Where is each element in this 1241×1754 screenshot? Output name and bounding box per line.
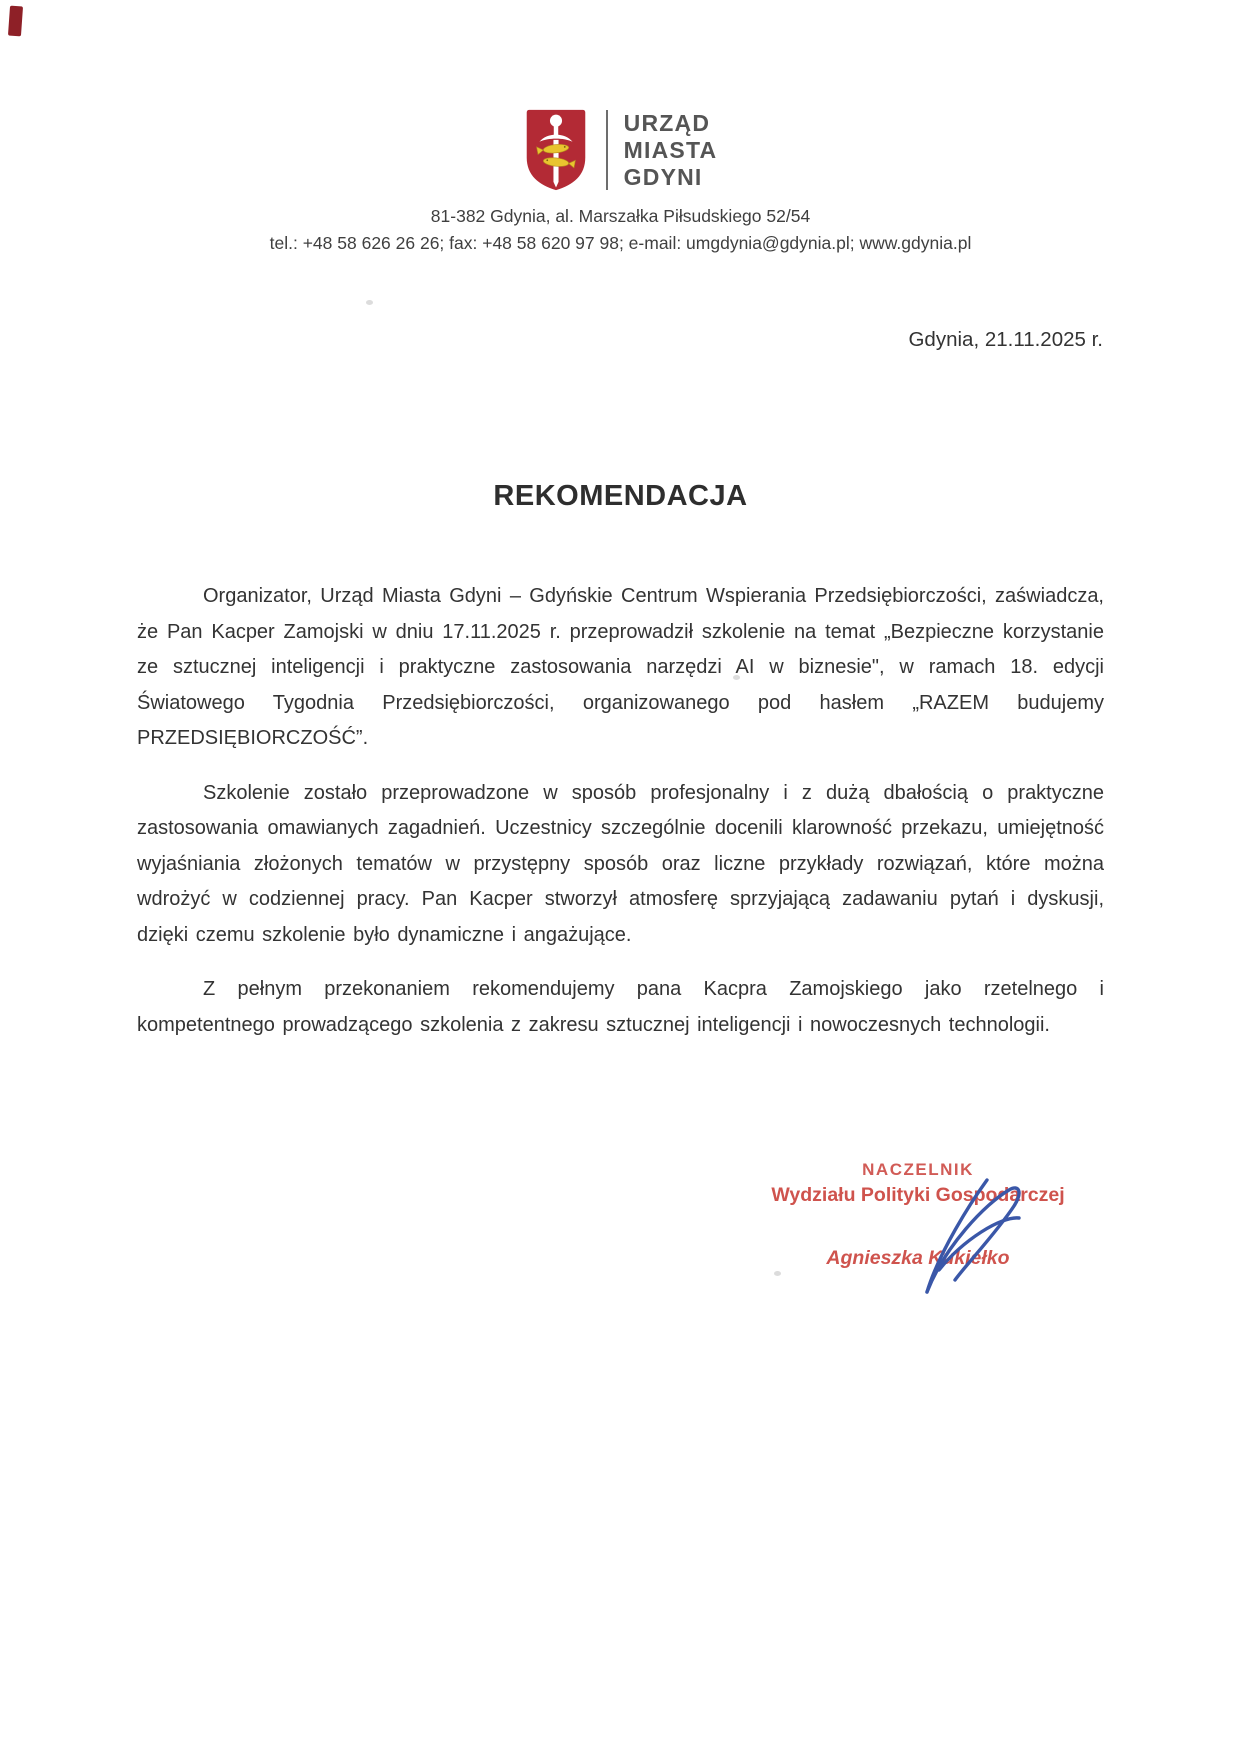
- letter-body: [137, 579, 1104, 1043]
- logo-divider: [606, 110, 608, 190]
- logo-row: [0, 108, 1241, 192]
- paragraph-3: Z pełnym przekonaniem rekomendujemy pana Kacpra Zamojskiego jako rzetelnego i kompetentnego prowadzącego szkolenia z zakresu sztucznej inteligencji i nowoczesnych technologii.: [137, 978, 1104, 1036]
- stamp-title: NACZELNIK: [862, 1160, 974, 1179]
- gdynia-coat-of-arms-icon: [524, 108, 588, 192]
- paragraph-2: Szkolenie zostało przeprowadzone w sposób profesjonalny i z dużą dbałością o praktyczne zastosowania omawianych zagadnień. Uczestnicy szczególnie docenili klarowność przekazu, umiejętność wyjaśniania złożonych tematów w przystępny sposób oraz liczne przykłady rozwiązań, które można wdrożyć w codziennej pracy. Pan Kacper stworzył atmosferę sprzyjającą zadawaniu pytań i dyskusji, dzięki czemu szkolenie było dynamiczne i angażujące.: [137, 781, 1104, 946]
- org-address: 81-382 Gdynia, al. Marszałka Piłsudskiego 52/54: [430, 206, 811, 226]
- org-name-line: URZĄD: [623, 109, 711, 136]
- stamp-department: Wydziału Polityki Gospodarczej: [771, 1184, 1065, 1206]
- scan-smudge: [774, 1271, 781, 1276]
- org-name: [624, 110, 718, 191]
- org-name-line: MIASTA: [623, 136, 718, 163]
- org-contact: tel.: +48 58 626 26 26; fax: +48 58 620 97 98; e-mail: umgdynia@gdynia.pl; www.gdynia.pl: [269, 233, 972, 253]
- stamp-signer-name: Agnieszka Kukiełko: [826, 1247, 1010, 1269]
- document-title: REKOMENDACJA: [493, 480, 748, 512]
- paragraph-1: Organizator, Urząd Miasta Gdyni – Gdyńskie Centrum Wspierania Przedsiębiorczości, zaświadcza, że Pan Kacper Zamojski w dniu 17.11.2025 r. przeprowadził szkolenie na temat „Bezpieczne korzystanie ze sztucznej inteligencji i praktyczne zastosowania narzędzi AI w biznesie", w ramach 18. edycji Światowego Tygodnia Przedsiębiorczości, organizowanego pod hasłem „RAZEM budujemy PRZEDSIĘBIORCZOŚĆ”.: [137, 585, 1104, 749]
- scan-smudge: [366, 300, 373, 305]
- date-line: Gdynia, 21.11.2025 r.: [908, 328, 1103, 351]
- org-name-line: GDYNI: [623, 163, 703, 190]
- signature-block: [753, 1160, 1083, 1270]
- letterhead: [0, 0, 1241, 254]
- scan-artifact-corner-mark: [8, 6, 23, 37]
- scan-smudge: [733, 675, 740, 680]
